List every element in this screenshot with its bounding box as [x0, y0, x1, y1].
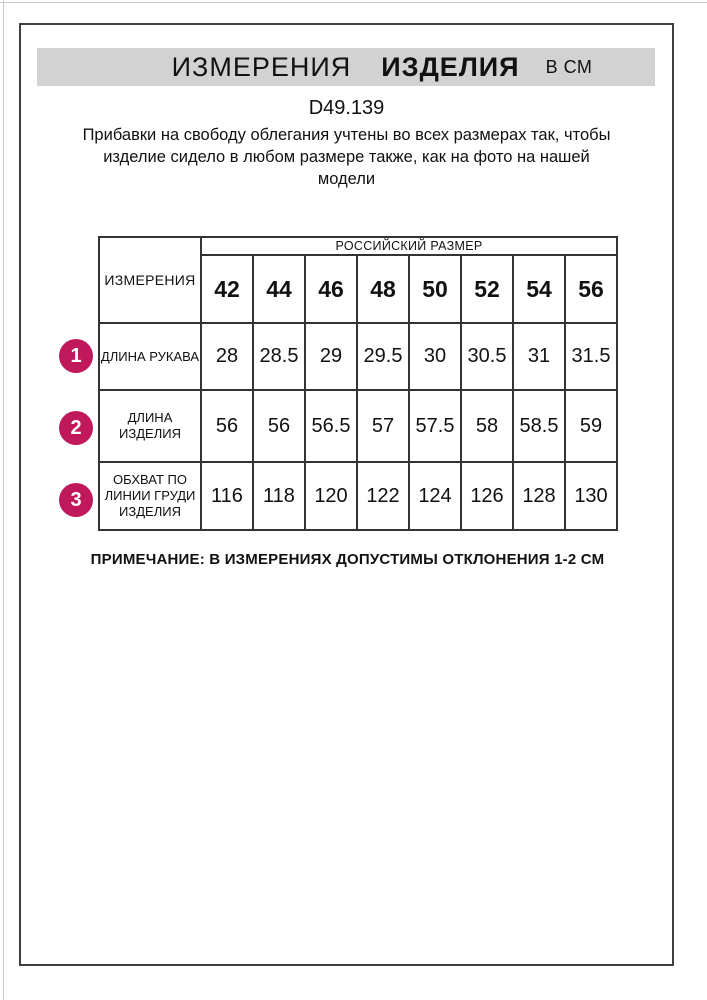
table-row-item-length	[99, 390, 617, 462]
row-label: ДЛИНА ИЗДЕЛИЯ	[99, 390, 201, 462]
size-column-header: 42	[201, 255, 253, 323]
measurement-value: 118	[253, 462, 305, 530]
measurement-value: 124	[409, 462, 461, 530]
title-banner	[37, 48, 655, 86]
measurement-value: 120	[305, 462, 357, 530]
measurement-value: 116	[201, 462, 253, 530]
fit-description-line: модели	[317, 170, 376, 188]
measurement-value: 31.5	[565, 323, 617, 390]
title-unit: В СМ	[545, 56, 593, 77]
row-number-badge-3: 3	[59, 483, 93, 517]
size-column-header: 56	[565, 255, 617, 323]
row-number-badge-1: 1	[59, 339, 93, 373]
measurement-value: 57	[357, 390, 409, 462]
fit-description-line: изделие сидело в любом размере также, как на фото на нашей	[103, 148, 590, 166]
measurement-value: 56.5	[305, 390, 357, 462]
measurement-value: 56	[201, 390, 253, 462]
row-label: ДЛИНА РУКАВА	[99, 323, 201, 390]
title-measurements: ИЗМЕРЕНИЯ	[171, 51, 352, 82]
table-row-chest-girth	[99, 462, 617, 530]
measurement-value: 29	[305, 323, 357, 390]
measurement-value: 126	[461, 462, 513, 530]
measurement-value: 28.5	[253, 323, 305, 390]
measurement-value: 59	[565, 390, 617, 462]
measurement-value: 30.5	[461, 323, 513, 390]
measurement-value: 30	[409, 323, 461, 390]
size-column-header: 48	[357, 255, 409, 323]
article-code: D49.139	[308, 97, 385, 119]
measurements-column-header: ИЗМЕРЕНИЯ	[99, 237, 201, 323]
fit-description	[19, 124, 674, 190]
measurement-value: 130	[565, 462, 617, 530]
size-column-header: 52	[461, 255, 513, 323]
size-column-header: 50	[409, 255, 461, 323]
title-product: ИЗДЕЛИЯ	[381, 51, 520, 82]
measurement-value: 58.5	[513, 390, 565, 462]
footnote: ПРИМЕЧАНИЕ: В ИЗМЕРЕНИЯХ ДОПУСТИМЫ ОТКЛОНЕНИЯ 1-2 СМ	[90, 551, 605, 568]
size-table	[98, 236, 618, 531]
size-column-header: 54	[513, 255, 565, 323]
page-left-rule	[3, 0, 4, 1000]
table-row-sleeve-length	[99, 323, 617, 390]
measurement-value: 29.5	[357, 323, 409, 390]
fit-description-line: Прибавки на свободу облегания учтены во всех размерах так, чтобы	[82, 126, 611, 144]
row-number-badge-2: 2	[59, 411, 93, 445]
measurement-value: 28	[201, 323, 253, 390]
measurement-value: 128	[513, 462, 565, 530]
measurement-value: 56	[253, 390, 305, 462]
size-column-header: 46	[305, 255, 357, 323]
measurement-value: 58	[461, 390, 513, 462]
russian-size-group-header: РОССИЙСКИЙ РАЗМЕР	[201, 237, 617, 255]
measurement-value: 57.5	[409, 390, 461, 462]
page-top-rule	[0, 2, 707, 3]
measurement-value: 31	[513, 323, 565, 390]
measurement-value: 122	[357, 462, 409, 530]
size-column-header: 44	[253, 255, 305, 323]
row-label: ОБХВАТ ПО ЛИНИИ ГРУДИ ИЗДЕЛИЯ	[99, 462, 201, 530]
